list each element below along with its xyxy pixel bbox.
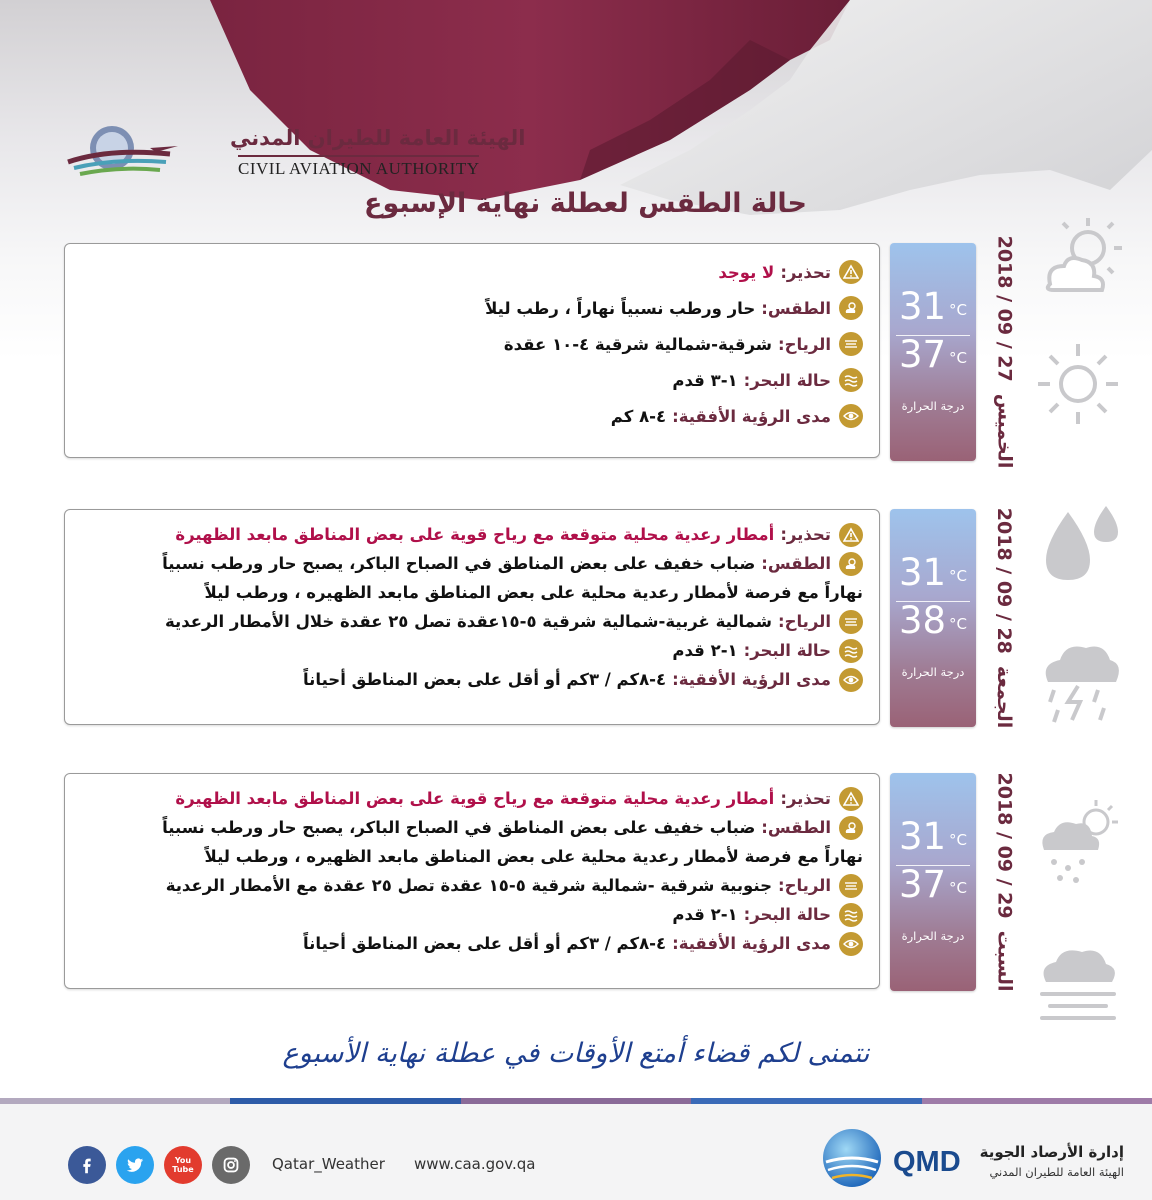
- partly-cloudy-icon: [1028, 210, 1128, 310]
- warning-icon: [839, 523, 863, 547]
- warning-label: تحذير:: [780, 262, 831, 282]
- date-value: 2018 / 09 / 27: [993, 235, 1015, 382]
- temp-max: [890, 861, 976, 907]
- sun-icon: [1028, 334, 1128, 434]
- youtube-label: You Tube: [172, 1156, 194, 1174]
- visibility-row: [79, 665, 863, 694]
- day-name: السبت: [993, 930, 1015, 992]
- social-handle[interactable]: Qatar_Weather: [272, 1155, 385, 1173]
- instagram-icon[interactable]: [212, 1146, 250, 1184]
- warning-label: تحذير:: [780, 789, 831, 808]
- visibility-label: مدى الرؤية الأفقية:: [672, 934, 831, 953]
- visibility-row: [79, 398, 863, 434]
- sea-label: حالة البحر:: [743, 641, 831, 660]
- weather-row: [79, 290, 863, 326]
- fog-icon: [1028, 930, 1128, 1030]
- visibility-icon: [839, 668, 863, 692]
- warning-value: لا يوجد: [718, 262, 775, 282]
- temperature-panel: [890, 773, 976, 991]
- wind-label: الرياح:: [778, 612, 831, 631]
- wind-value: شرقية-شمالية شرقية ٤-١٠ عقدة: [503, 334, 772, 354]
- visibility-value: ٤-٨ كم: [610, 406, 667, 426]
- temp-max: [890, 597, 976, 643]
- day-name: الجمعة: [993, 665, 1015, 729]
- sea-icon: [839, 368, 863, 392]
- wind-row: [79, 326, 863, 362]
- visibility-icon: [839, 404, 863, 428]
- weather-label: الطقس:: [761, 818, 831, 837]
- temp-label: درجة الحرارة: [901, 399, 965, 413]
- page-title: حالة الطقس لعطلة نهاية الإسبوع: [364, 188, 807, 219]
- weather-value-continued: نهاراً مع فرصة لأمطار رعدية محلية على بعض المناطق مابعد الظهيره ، ورطب ليلاً: [204, 583, 863, 602]
- weather-icon: [839, 296, 863, 320]
- temp-min-value: 31: [898, 550, 947, 594]
- thunderstorm-icon: [1028, 628, 1128, 728]
- raindrops-icon: [1028, 492, 1128, 592]
- temp-unit: °C: [949, 349, 968, 367]
- wind-icon: [839, 332, 863, 356]
- temp-max-value: 37: [898, 332, 947, 376]
- sea-label: حالة البحر:: [743, 370, 831, 390]
- temp-label: درجة الحرارة: [901, 665, 965, 679]
- visibility-label: مدى الرؤية الأفقية:: [672, 406, 831, 426]
- temp-unit: °C: [949, 567, 968, 585]
- caa-english-name: CIVIL AVIATION AUTHORITY: [238, 155, 479, 179]
- wind-value: جنوبية شرقية -شمالية شرقية ٥-١٥ عقدة تصل ٢٥ عقدة مع الأمطار الرعدية: [165, 876, 772, 895]
- visibility-value: ٤-٨كم / ٣كم أو أقل على بعض المناطق أحياناً: [302, 670, 667, 689]
- weather-icon: [839, 816, 863, 840]
- youtube-icon[interactable]: [164, 1146, 202, 1184]
- visibility-label: مدى الرؤية الأفقية:: [672, 670, 831, 689]
- temp-unit: °C: [949, 831, 968, 849]
- facebook-icon[interactable]: [68, 1146, 106, 1184]
- warning-icon: [839, 260, 863, 284]
- temperature-panel: [890, 243, 976, 461]
- day-forecast-3: [64, 773, 1024, 991]
- temperature-panel: [890, 509, 976, 727]
- sea-value: ١-٢ قدم: [672, 641, 738, 660]
- sea-row: [79, 900, 863, 929]
- weather-value: ضباب خفيف على بعض المناطق في الصباح الباكر، يصبح حار ورطب نسبياً: [162, 818, 756, 837]
- sea-icon: [839, 639, 863, 663]
- visibility-row: [79, 929, 863, 958]
- qmd-arabic-name: إدارة الأرصاد الجوية: [979, 1143, 1124, 1161]
- forecast-card: [64, 773, 880, 989]
- temp-unit: °C: [949, 879, 968, 897]
- wind-row: [79, 607, 863, 636]
- warning-icon: [839, 787, 863, 811]
- sea-row: [79, 362, 863, 398]
- forecast-card: [64, 509, 880, 725]
- temp-unit: °C: [949, 301, 968, 319]
- weather-value: حار ورطب نسبياً نهاراً ، رطب ليلاً: [485, 298, 756, 318]
- weather-row-continued: [79, 578, 863, 607]
- warning-row: [79, 784, 863, 813]
- qmd-logo-text: QMD: [893, 1146, 961, 1178]
- wind-value: شمالية غربية-شمالية شرقية ٥-١٥عقدة تصل ٢٥ عقدة خلال الأمطار الرعدية: [165, 612, 772, 631]
- weather-label: الطقس:: [761, 554, 831, 573]
- website-link[interactable]: www.caa.gov.qa: [414, 1155, 536, 1173]
- wind-label: الرياح:: [778, 334, 831, 354]
- visibility-value: ٤-٨كم / ٣كم أو أقل على بعض المناطق أحياناً: [302, 934, 667, 953]
- day-forecast-1: [64, 235, 1024, 469]
- warning-row: [79, 254, 863, 290]
- warning-label: تحذير:: [780, 525, 831, 544]
- warning-value: أمطار رعدية محلية متوقعة مع رياح قوية على بعض المناطق مابعد الظهيرة: [175, 789, 775, 808]
- twitter-icon[interactable]: [116, 1146, 154, 1184]
- day-name: الخميس: [993, 393, 1015, 469]
- sea-value: ١-٢ قدم: [672, 905, 738, 924]
- temp-max-value: 37: [898, 862, 947, 906]
- sea-icon: [839, 903, 863, 927]
- weather-row: [79, 549, 863, 578]
- temp-max-value: 38: [898, 598, 947, 642]
- date-value: 2018 / 09 / 28: [993, 507, 1015, 654]
- weather-row: [79, 813, 863, 842]
- wind-icon: [839, 610, 863, 634]
- warning-row: [79, 520, 863, 549]
- wind-label: الرياح:: [778, 876, 831, 895]
- temp-min: [890, 283, 976, 329]
- temp-unit: °C: [949, 615, 968, 633]
- weather-value: ضباب خفيف على بعض المناطق في الصباح الباكر، يصبح حار ورطب نسبياً: [162, 554, 756, 573]
- sun-cloud-rain-icon: [1028, 790, 1128, 890]
- temp-min: [890, 813, 976, 859]
- temp-min-value: 31: [898, 814, 947, 858]
- weather-value-continued: نهاراً مع فرصة لأمطار رعدية محلية على بعض المناطق مابعد الظهيره ، ورطب ليلاً: [204, 847, 863, 866]
- qmd-arabic-subtitle: الهيئة العامة للطيران المدني: [989, 1165, 1124, 1179]
- forecast-card: [64, 243, 880, 458]
- temp-min: [890, 549, 976, 595]
- caa-emblem-icon: [60, 118, 180, 188]
- caa-logo: [60, 118, 526, 188]
- sea-row: [79, 636, 863, 665]
- date-value: 2018 / 09 / 29: [993, 772, 1015, 919]
- wind-icon: [839, 874, 863, 898]
- caa-arabic-name: الهيئة العامة للطيران المدني: [230, 126, 526, 150]
- weather-icon: [839, 552, 863, 576]
- weather-label: الطقس:: [761, 298, 831, 318]
- closing-message: نتمنى لكم قضاء أمتع الأوقات في عطلة نهاية الأسبوع: [282, 1038, 870, 1069]
- day-forecast-2: [64, 509, 1024, 727]
- visibility-icon: [839, 932, 863, 956]
- sea-label: حالة البحر:: [743, 905, 831, 924]
- temp-max: [890, 331, 976, 377]
- temp-min-value: 31: [898, 284, 947, 328]
- temp-label: درجة الحرارة: [901, 929, 965, 943]
- weather-row-continued: [79, 842, 863, 871]
- day-date: [982, 509, 1026, 727]
- day-date: [982, 235, 1026, 469]
- wind-row: [79, 871, 863, 900]
- sea-value: ١-٣ قدم: [672, 370, 738, 390]
- warning-value: أمطار رعدية محلية متوقعة مع رياح قوية على بعض المناطق مابعد الظهيرة: [175, 525, 775, 544]
- qmd-globe-icon: [820, 1126, 884, 1190]
- day-date: [982, 773, 1026, 991]
